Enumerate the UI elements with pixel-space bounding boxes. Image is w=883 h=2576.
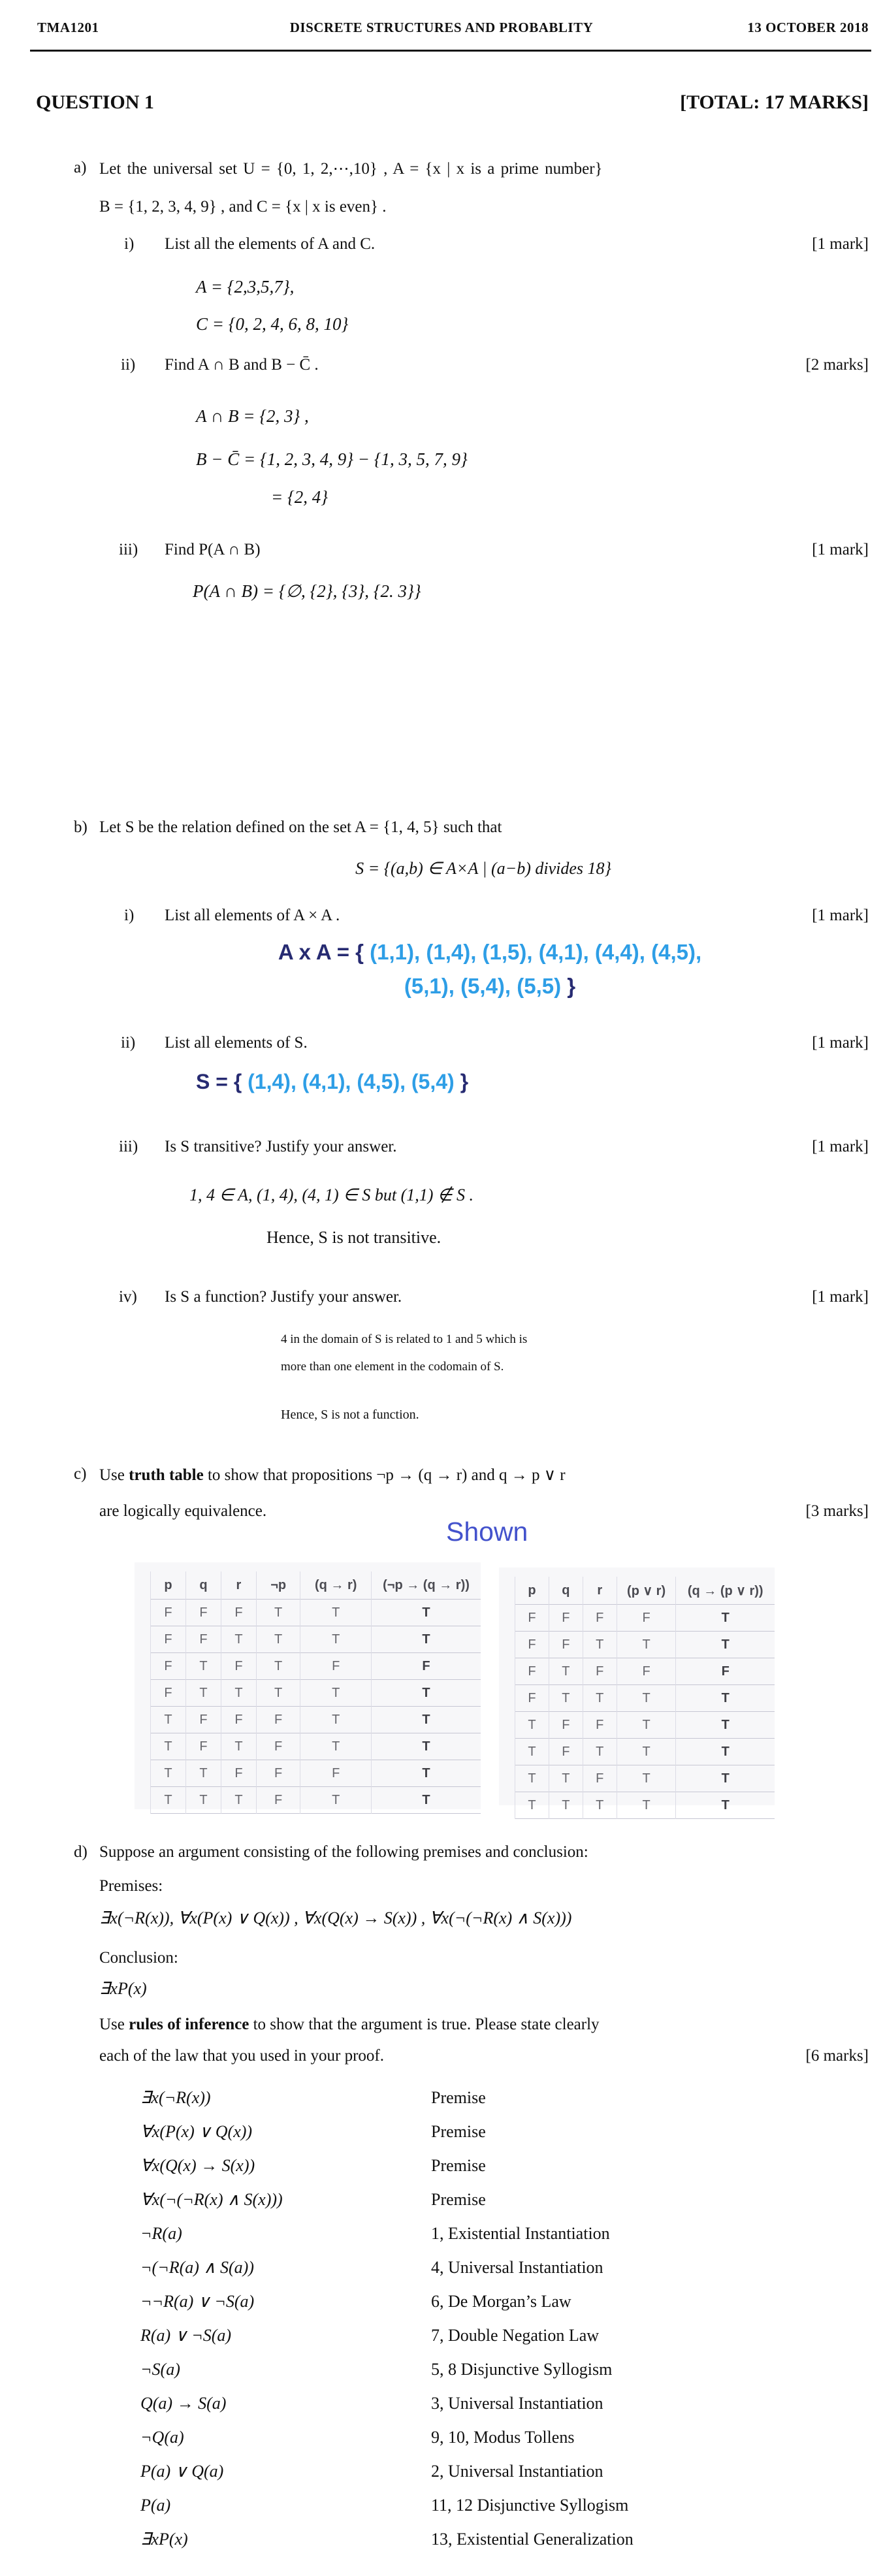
truth-table-header: r [221,1571,256,1600]
proof-formula: ¬R(a) [140,2224,182,2243]
truth-table-row [151,1653,481,1680]
part-b-iii-marks: [1 mark] [812,1138,869,1155]
proof-reason: 5, 8 Disjunctive Syllogism [431,2360,613,2379]
proof-formula: R(a) ∨ ¬S(a) [140,2326,232,2345]
truth-table-row [515,1792,775,1819]
truth-table-cell: F [372,1653,481,1680]
part-d-rules-line1 [99,2016,873,2034]
truth-table-cell: T [300,1626,372,1653]
proof-reason: Premise [431,2088,486,2107]
proof-formula: P(a) ∨ Q(a) [140,2462,224,2481]
proof-row [140,2251,833,2285]
truth-table-cell: F [583,1605,617,1632]
truth-table-cell: T [676,1765,775,1792]
part-b-intro: Let S be the relation defined on the set A = {1, 4, 5} such that [99,818,502,836]
truth-table-right [499,1568,775,1812]
truth-table-cell: T [617,1685,676,1712]
truth-table-cell: T [256,1626,300,1653]
truth-table-cell: T [221,1680,256,1707]
part-a-iii-label: iii) [119,541,138,558]
header-course-code: TMA1201 [37,20,99,35]
truth-table-cell: T [617,1739,676,1765]
truth-table-cell: F [515,1632,549,1658]
proof-row [140,2522,833,2556]
truth-table-cell: F [256,1760,300,1787]
part-d-conclusion-math: ∃xP(x) [99,1979,147,1998]
proof-formula: ∃xP(x) [140,2530,188,2549]
proof-row [140,2319,833,2353]
truth-table-cell: T [549,1685,583,1712]
truth-table-cell: T [372,1787,481,1814]
truth-table-cell: T [583,1792,617,1819]
proof-reason: Premise [431,2190,486,2209]
proof-reason: 13, Existential Generalization [431,2530,634,2549]
truth-table-header: (q → r) [300,1571,372,1600]
truth-table-cell: T [676,1739,775,1765]
proof-reason: 1, Existential Instantiation [431,2224,610,2243]
truth-table-cell: T [151,1707,186,1733]
truth-table-cell: F [221,1760,256,1787]
proof-reason: 6, De Morgan’s Law [431,2292,571,2311]
proof-formula: ∀x(P(x) ∨ Q(x)) [140,2122,253,2141]
part-d-premises-label: Premises: [99,1877,163,1895]
proof-formula: ¬(¬R(a) ∧ S(a)) [140,2258,254,2277]
part-b-ii-answer [196,1070,468,1094]
truth-table-header: q [549,1577,583,1605]
header-date: 13 OCTOBER 2018 [747,20,869,35]
truth-table-header: (q → (p ∨ r)) [676,1577,775,1605]
truth-table-cell: T [185,1787,221,1814]
proof-reason: 3, Universal Instantiation [431,2394,603,2413]
proof-reason: Premise [431,2156,486,2175]
truth-table-cell: F [549,1632,583,1658]
proof-reason: 2, Universal Instantiation [431,2462,603,2481]
part-d-premises-math: ∃x(¬R(x)), ∀x(P(x) ∨ Q(x)) , ∀x(Q(x) → S(x)) , ∀x(¬(¬R(x) ∧ S(x))) [99,1908,572,1927]
proof-reason: 9, 10, Modus Tollens [431,2428,575,2447]
truth-table-cell: T [185,1680,221,1707]
part-b-iii-label: iii) [119,1138,138,1155]
part-a-intro-line2: B = {1, 2, 3, 4, 9} , and C = {x | x is even} . [99,198,387,216]
proof-formula: ¬¬R(a) ∨ ¬S(a) [140,2292,255,2311]
truth-table-header: p [151,1571,186,1600]
truth-table-cell: T [583,1739,617,1765]
proof-row [140,2455,833,2488]
truth-table-header: ¬p [256,1571,300,1600]
truth-table-cell: F [221,1707,256,1733]
part-a-intro-line1: Let the universal set U = {0, 1, 2,⋯,10} , A = {x | x is a prime number} [99,160,603,178]
truth-table-cell: T [221,1733,256,1760]
axa-items-line2: (5,1), (5,4), (5,5) [404,974,568,998]
part-c-line1-post: to show that propositions ¬p → (q → r) and q → p ∨ r [203,1466,566,1484]
proof-formula: P(a) [140,2496,171,2515]
truth-table-cell: T [372,1733,481,1760]
truth-table-cell: F [151,1680,186,1707]
truth-table-cell: T [300,1707,372,1733]
truth-table-row [151,1787,481,1814]
truth-table-cell: F [256,1787,300,1814]
truth-table-cell: T [300,1787,372,1814]
truth-table-header: (¬p → (q → r)) [372,1571,481,1600]
part-a-ii-text: Find A ∩ B and B − C̄ . [165,356,319,374]
truth-table-cell: F [549,1712,583,1739]
truth-table-right-table [515,1577,775,1819]
part-b-iv-hence: Hence, S is not a function. [281,1408,419,1422]
part-b-iii-hence: Hence, S is not transitive. [266,1228,442,1247]
proof-reason: 11, 12 Disjunctive Syllogism [431,2496,629,2515]
part-d-rules-bold: rules of inference [129,2016,249,2033]
part-a-i-answer-A: A = {2,3,5,7}, [196,277,295,297]
proof-row [140,2353,833,2387]
part-c-label: c) [74,1465,87,1483]
part-c-line1 [99,1465,873,1485]
truth-table-cell: T [256,1680,300,1707]
truth-table-cell: T [515,1792,549,1819]
part-b-iv-answer-line2: more than one element in the codomain of S. [281,1360,504,1374]
truth-table-left-table [150,1571,481,1814]
truth-table-cell: T [617,1765,676,1792]
truth-table-cell: T [372,1626,481,1653]
part-a-ii-answer-3: = {2, 4} [271,487,329,507]
part-b-iii-text: Is S transitive? Justify your answer. [165,1138,397,1155]
truth-table-cell: T [221,1787,256,1814]
truth-table-cell: T [372,1680,481,1707]
truth-table-cell: F [515,1658,549,1685]
part-a-label: a) [74,159,87,176]
proof-formula: ∃x(¬R(x)) [140,2088,211,2107]
truth-table-cell: F [549,1605,583,1632]
truth-table-cell: T [300,1680,372,1707]
proof-row [140,2081,833,2115]
truth-table-cell: F [617,1605,676,1632]
part-a-ii-marks: [2 marks] [805,356,869,374]
truth-table-cell: T [617,1632,676,1658]
proof-row [140,2285,833,2319]
truth-table-row [151,1733,481,1760]
part-a-iii-text: Find P(A ∩ B) [165,541,261,558]
truth-table-cell: T [372,1760,481,1787]
part-d-rules-pre: Use [99,2016,129,2033]
proof-reason: Premise [431,2122,486,2141]
truth-table-cell: F [256,1733,300,1760]
part-b-i-label: i) [124,907,135,924]
truth-table-cell: F [151,1600,186,1626]
truth-table-cell: F [256,1707,300,1733]
truth-table-cell: F [300,1760,372,1787]
truth-table-cell: T [185,1760,221,1787]
header-rule [30,50,871,52]
axa-items-line1: (1,1), (1,4), (1,5), (4,1), (4,4), (4,5), [370,940,702,964]
truth-table-header: p [515,1577,549,1605]
truth-table-cell: T [515,1739,549,1765]
truth-table-cell: T [151,1787,186,1814]
truth-table-row [515,1632,775,1658]
truth-table-cell: T [549,1658,583,1685]
truth-table-cell: T [549,1792,583,1819]
truth-table-row [515,1712,775,1739]
truth-table-header: (p ∨ r) [617,1577,676,1605]
s-close-brace: } [454,1070,469,1093]
part-b-iv-answer-line1: 4 in the domain of S is related to 1 and 5 which is [281,1332,528,1346]
truth-table-left [135,1562,481,1809]
truth-table-cell: T [185,1653,221,1680]
truth-table-cell: F [151,1653,186,1680]
truth-table-cell: T [617,1712,676,1739]
part-d-marks: [6 marks] [805,2047,869,2065]
part-b-i-marks: [1 mark] [812,907,869,924]
part-c-marks: [3 marks] [805,1502,869,1520]
proof-row [140,2421,833,2455]
proof-formula: ∀x(Q(x) → S(x)) [140,2156,255,2175]
axa-open-brace: A x A = { [278,940,370,964]
part-a-iii-marks: [1 mark] [812,541,869,558]
part-a-i-text: List all the elements of A and C. [165,235,376,253]
truth-table-cell: F [185,1626,221,1653]
truth-table-row [515,1658,775,1685]
truth-table-cell: F [185,1707,221,1733]
part-a-i-label: i) [124,235,135,253]
truth-table-cell: T [256,1653,300,1680]
part-d-conclusion-label: Conclusion: [99,1949,178,1967]
truth-table-row [151,1760,481,1787]
truth-table-row [515,1685,775,1712]
s-items: (1,4), (4,1), (4,5), (5,4) [248,1070,455,1093]
part-b-iv-label: iv) [119,1288,137,1306]
truth-table-cell: T [300,1600,372,1626]
part-b-i-text: List all elements of A × A . [165,907,340,924]
part-d-intro: Suppose an argument consisting of the following premises and conclusion: [99,1843,588,1861]
truth-table-header: q [185,1571,221,1600]
part-b-iv-marks: [1 mark] [812,1288,869,1306]
proof-reason: 7, Double Negation Law [431,2326,600,2345]
proof-reason: 4, Universal Instantiation [431,2258,603,2277]
truth-table-cell: T [221,1626,256,1653]
truth-table-cell: T [676,1685,775,1712]
truth-table-cell: F [221,1600,256,1626]
truth-table-cell: T [676,1605,775,1632]
proof-formula: Q(a) → S(a) [140,2394,227,2413]
truth-table-cell: T [676,1712,775,1739]
part-a-i-marks: [1 mark] [812,235,869,253]
truth-table-cell: F [676,1658,775,1685]
truth-table-cell: F [515,1685,549,1712]
truth-table-cell: T [515,1765,549,1792]
truth-table-cell: T [676,1792,775,1819]
truth-table-header: r [583,1577,617,1605]
part-b-s-definition: S = {(a,b) ∈ A×A | (a−b) divides 18} [355,859,611,878]
part-d-rules-line2: each of the law that you used in your proof. [99,2047,384,2065]
part-a-iii-answer: P(A ∩ B) = {∅, {2}, {3}, {2. 3}} [193,581,421,601]
part-b-i-answer [163,935,816,1003]
proof-row [140,2488,833,2522]
truth-table-cell: F [151,1626,186,1653]
part-c-line1-bold: truth table [129,1466,204,1484]
truth-table-row [151,1600,481,1626]
truth-table-cell: T [676,1632,775,1658]
truth-table-cell: T [583,1632,617,1658]
question-heading: QUESTION 1 [36,91,154,113]
part-d-rules-post: to show that the argument is true. Please state clearly [249,2016,600,2033]
truth-table-cell: F [549,1739,583,1765]
truth-table-cell: F [583,1658,617,1685]
proof-row [140,2387,833,2421]
truth-table-cell: F [515,1605,549,1632]
truth-table-row [151,1680,481,1707]
truth-table-cell: T [256,1600,300,1626]
proof-formula: ¬Q(a) [140,2428,184,2447]
part-b-ii-marks: [1 mark] [812,1034,869,1052]
proof-row [140,2217,833,2251]
axa-close-brace: } [567,974,576,998]
part-a-i-answer-C: C = {0, 2, 4, 6, 8, 10} [196,314,349,334]
question-total-marks: [TOTAL: 17 MARKS] [680,91,869,113]
truth-table-cell: F [221,1653,256,1680]
part-c-line1-pre: Use [99,1466,129,1484]
proof-row [140,2149,833,2183]
header-title: DISCRETE STRUCTURES AND PROBABLITY [289,20,594,35]
part-a-ii-label: ii) [121,356,136,374]
truth-table-row [515,1739,775,1765]
truth-table-cell: F [300,1653,372,1680]
truth-table-cell: T [372,1600,481,1626]
shown-annotation: Shown [446,1517,528,1547]
part-a-ii-answer-1: A ∩ B = {2, 3} , [196,406,309,426]
truth-table-cell: T [151,1733,186,1760]
part-a-ii-answer-2: B − C̄ = {1, 2, 3, 4, 9} − {1, 3, 5, 7, 9} [196,449,468,469]
truth-table-cell: T [617,1792,676,1819]
truth-table-cell: F [185,1600,221,1626]
truth-table-cell: F [185,1733,221,1760]
proof-row [140,2183,833,2217]
truth-table-cell: T [549,1765,583,1792]
truth-table-cell: T [583,1685,617,1712]
part-b-iii-justification: 1, 4 ∈ A, (1, 4), (4, 1) ∈ S but (1,1) ∉ S . [189,1185,474,1204]
truth-table-cell: T [151,1760,186,1787]
part-d-label: d) [74,1843,88,1861]
truth-table-cell: F [617,1658,676,1685]
proof-steps [140,2081,833,2556]
truth-table-cell: T [372,1707,481,1733]
proof-formula: ∀x(¬(¬R(x) ∧ S(x))) [140,2190,283,2209]
truth-table-cell: F [583,1765,617,1792]
s-open-brace: S = { [196,1070,248,1093]
truth-table-cell: T [515,1712,549,1739]
part-b-ii-text: List all elements of S. [165,1034,308,1052]
truth-table-row [151,1707,481,1733]
truth-table-row [151,1626,481,1653]
truth-table-row [515,1765,775,1792]
part-b-ii-label: ii) [121,1034,136,1052]
proof-formula: ¬S(a) [140,2360,180,2379]
truth-table-cell: F [583,1712,617,1739]
truth-table-row [515,1605,775,1632]
truth-table-cell: T [300,1733,372,1760]
part-b-label: b) [74,818,88,836]
proof-row [140,2115,833,2149]
part-b-iv-text: Is S a function? Justify your answer. [165,1288,402,1306]
part-c-line2: are logically equivalence. [99,1502,267,1520]
